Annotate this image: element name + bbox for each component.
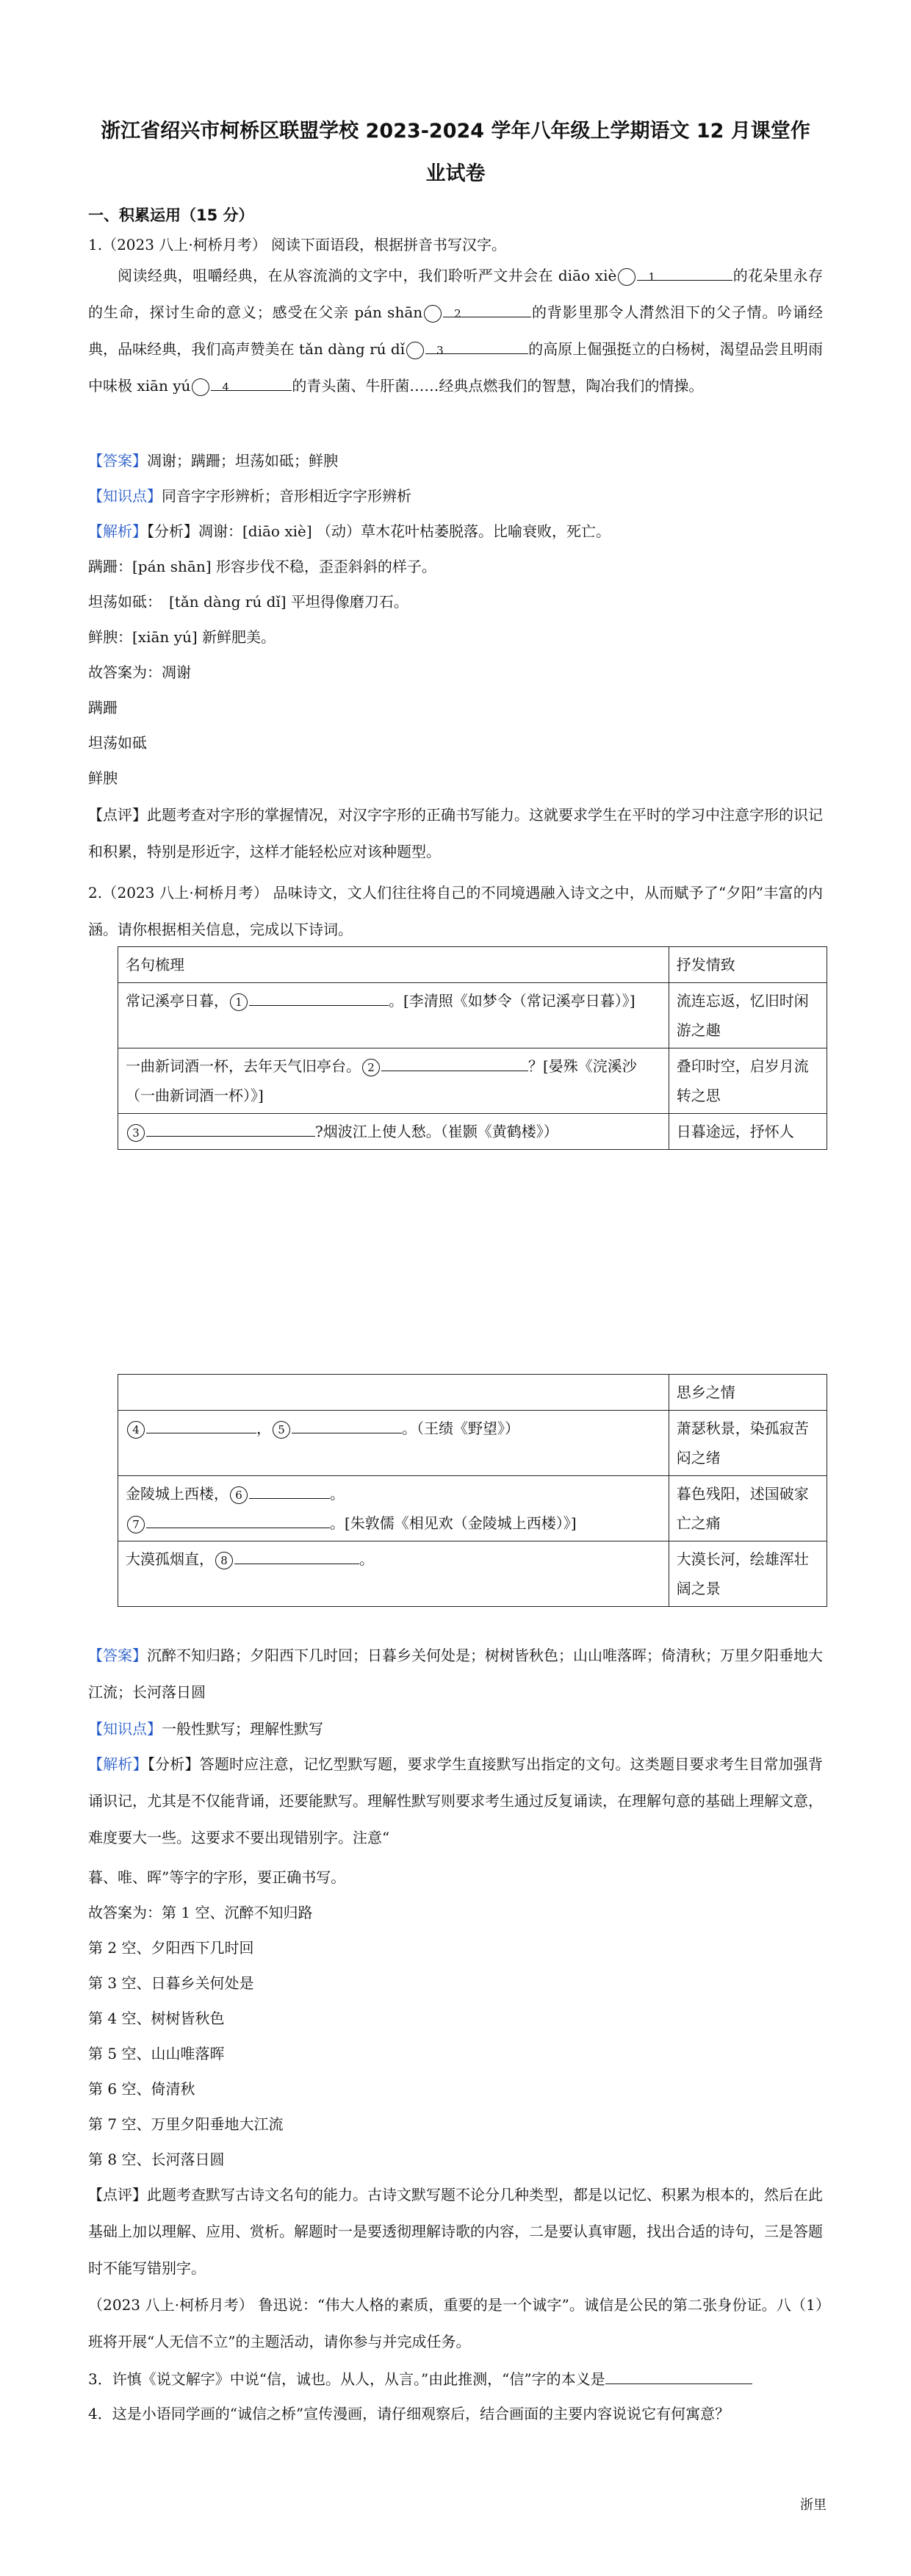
- q2-knowledge-point: [88, 1718, 823, 1740]
- q2-stem: 2.（2023 八上·柯桥月考） 品味诗文，文人们往往将自己的不同境遇融入诗文之中，从而赋予了“夕阳”丰富的内涵。请你根据相关信息，完成以下诗词。: [88, 884, 823, 938]
- table-cell-emotion: 叠印时空，启岁月流转之思: [669, 1048, 827, 1114]
- q1-stem: 1.（2023 八上·柯桥月考） 阅读下面语段，根据拼音书写汉字。: [88, 236, 507, 253]
- blank-number: 3: [127, 1124, 145, 1142]
- table-cell-emotion: 暮色残阳，述国破家亡之痛: [669, 1476, 827, 1541]
- answer-blank[interactable]: [234, 1547, 359, 1564]
- answer-blank-4[interactable]: [211, 374, 292, 391]
- analysis-text: 【分析】答题时应注意，记忆型默写题，要求学生直接默写出指定的文句。这类题目要求考生目常加强背诵识记，尤其是不仅能背诵，还要能默写。理解性默写则要求考生通过反复诵读，在理解句意的基础上理解文意，难度要大一些。这要求不要出现错别字。注意“: [88, 1755, 824, 1846]
- table-cell-poem: 金陵城上西楼， 6 。 7 。[朱敦儒《相见欢（金陵城上西楼）》]: [118, 1476, 669, 1541]
- table-cell-poem: [118, 1375, 669, 1411]
- q1-knowledge-point: [88, 485, 823, 507]
- table-cell-poem: 大漠孤烟直， 8 。: [118, 1541, 669, 1607]
- table-cell-poem: 一曲新词酒一杯，去年天气旧亭台。 2 ？[晏殊《浣溪沙（一曲新词酒一杯）》]: [118, 1048, 669, 1114]
- knowledge-tag: 【知识点】: [88, 487, 162, 505]
- q1-passage-b: 的花朵里永存的生命，探讨生命的意义；感受在父亲 pán shān: [88, 267, 824, 321]
- answer-blank[interactable]: [249, 1482, 330, 1499]
- page-footer: 浙里: [800, 2497, 827, 2513]
- blank-number-2: 2: [424, 305, 442, 323]
- q2-solution-3: 第 3 空、日暮乡关何处是: [88, 1974, 254, 1992]
- table-header-row: [118, 947, 827, 983]
- knowledge-tag: 【知识点】: [88, 1720, 162, 1738]
- blank-number: 6: [230, 1486, 248, 1504]
- q2-comment: 【点评】此题考查默写古诗文名句的能力。古诗文默写题不论分几种类型，都是以记忆、积累为根本的，然后在此基础上加以理解、应用、赏析。解题时一是要透彻理解诗歌的内容，二是要认真审题，找出合适的诗句，三是答题时不能写错别字。: [88, 2186, 823, 2277]
- table-header-emotion: 抒发情致: [669, 947, 827, 983]
- q2-solution-8: 第 8 空、长河落日圆: [88, 2151, 225, 2168]
- blank-number: 2: [362, 1059, 380, 1076]
- q2-solution-6: 第 6 空、倚清秋: [88, 2080, 195, 2098]
- blank-number: 7: [127, 1516, 145, 1533]
- table-row: [118, 1541, 827, 1607]
- blank-number: 4: [127, 1421, 145, 1439]
- q2-analysis-cont: 暮、唯、晖”等字的字形，要正确书写。: [88, 1868, 346, 1886]
- q2-answer: [88, 1637, 823, 1710]
- title-line-1: 浙江省绍兴市柯桥区联盟学校 2023-2024 学年八年级上学期语文 12 月课堂作: [101, 120, 810, 143]
- q1-note-1: 蹒跚：[pán shān] 形容步伐不稳，歪歪斜斜的样子。: [88, 558, 436, 575]
- table-cell-poem: 3 ?烟波江上使人愁。（崔颢《黄鹤楼》）: [118, 1114, 669, 1150]
- q1-note-4: 故答案为：凋谢: [88, 663, 191, 681]
- knowledge-text: 一般性默写；理解性默写: [162, 1720, 323, 1738]
- answer-blank[interactable]: [249, 989, 389, 1006]
- table-row: [118, 983, 827, 1048]
- table-row: [118, 1411, 827, 1476]
- answer-blank-q3[interactable]: [605, 2367, 752, 2384]
- q1-note-5: 蹒跚: [88, 699, 118, 716]
- poem-table-1: [118, 946, 827, 1150]
- q2-solution-7: 第 7 空、万里夕阳垂地大江流: [88, 2115, 284, 2133]
- answer-blank[interactable]: [292, 1417, 402, 1433]
- document-title: [81, 110, 830, 195]
- table-row: [118, 1048, 827, 1114]
- blank-number-3: 3: [406, 342, 424, 359]
- table-cell-emotion: 萧瑟秋景，染孤寂苦闷之绪: [669, 1411, 827, 1476]
- q2-solution-1: 故答案为：第 1 空、沉醉不知归路: [88, 1904, 313, 1921]
- q1-note-3: 鲜腴：[xiān yú] 新鲜肥美。: [88, 628, 276, 646]
- analysis-tag: 【解析】: [88, 522, 147, 540]
- q1-answer: [88, 450, 823, 472]
- q3-intro: （2023 八上·柯桥月考） 鲁迅说：“伟大人格的素质，重要的是一个诚字”。诚信是公民的第二张身份证。八（1）班将开展“人无信不立”的主题活动，请你参与并完成任务。: [88, 2296, 823, 2350]
- answer-blank-2[interactable]: [443, 301, 531, 317]
- q1-passage-d: 的高原上倔强挺立的白杨树，渴望品尝且明雨中味极 xiān yú: [88, 340, 824, 395]
- q3-stem: 3．许慎《说文解字》中说“信，诚也。从人，从言。”由此推测，“信”字的本义是: [88, 2367, 823, 2390]
- q1-passage-e: 的青头菌、牛肝菌……经典点燃我们的智慧，陶冶我们的情操。: [292, 377, 704, 395]
- table-cell-emotion: 思乡之情: [669, 1375, 827, 1411]
- q2-solution-2: 第 2 空、夕阳西下几时回: [88, 1939, 254, 1957]
- q2-solution-5: 第 5 空、山山唯落晖: [88, 2045, 225, 2062]
- q2-solution-4: 第 4 空、树树皆秋色: [88, 2010, 225, 2027]
- answer-blank-1[interactable]: [637, 264, 732, 281]
- answer-text: 沉醉不知归路；夕阳西下几时回；日暮乡关何处是；树树皆秋色；山山唯落晖；倚清秋；万里夕阳垂地大江流；长河落日圆: [88, 1647, 823, 1701]
- answer-tag: 【答案】: [88, 452, 147, 469]
- table-row: [118, 1114, 827, 1150]
- q1-note-7: 鲜腴: [88, 769, 118, 787]
- table-cell-poem: 常记溪亭日暮， 1 。[李清照《如梦令（常记溪亭日暮）》]: [118, 983, 669, 1048]
- answer-blank-3[interactable]: [425, 337, 528, 354]
- poem-table-2: [118, 1374, 827, 1607]
- knowledge-text: 同音字字形辨析；音形相近字字形辨析: [162, 487, 411, 505]
- q1-note-2: 坦荡如砥： [tǎn dàng rú dǐ] 平坦得像磨刀石。: [88, 593, 408, 611]
- blank-number: 1: [230, 993, 248, 1011]
- q1-note-6: 坦荡如砥: [88, 734, 147, 752]
- title-line-2: 业试卷: [425, 162, 486, 185]
- table-header-poems: 名句梳理: [118, 947, 669, 983]
- answer-blank[interactable]: [146, 1120, 315, 1137]
- q1-passage: [88, 257, 823, 404]
- table-row: [118, 1375, 827, 1411]
- analysis-tag: 【解析】: [88, 1755, 148, 1773]
- q1-comment: 【点评】此题考查对字形的掌握情况，对汉字字形的正确书写能力。这就要求学生在平时的学习中注意字形的识记和积累，特别是形近字，这样才能轻松应对该种题型。: [88, 806, 823, 860]
- answer-text: 凋谢；蹒跚；坦荡如砥；鲜腴: [147, 452, 338, 469]
- q1-passage-c: 的背影里那令人潸然泪下的父子情。吟诵经典，品味经典，我们高声赞美在 tǎn dàng rú dǐ: [88, 303, 823, 358]
- answer-blank[interactable]: [146, 1417, 256, 1433]
- answer-blank[interactable]: [146, 1511, 330, 1528]
- table-cell-emotion: 大漠长河，绘雄浑壮阔之景: [669, 1541, 827, 1607]
- analysis-text: 【分析】凋谢：[diāo xiè] （动）草木花叶枯萎脱落。比喻衰败，死亡。: [147, 522, 611, 540]
- table-cell-emotion: 流连忘返，忆旧时闲游之趣: [669, 983, 827, 1048]
- table-cell-poem: 4 ， 5 。（王绩《野望》）: [118, 1411, 669, 1476]
- q4-stem: 4．这是小语同学画的“诚信之桥”宣传漫画，请仔细观察后，结合画面的主要内容说说它有何寓意？: [88, 2405, 730, 2422]
- blank-number-4: 4: [192, 378, 209, 396]
- table-row: [118, 1476, 827, 1541]
- blank-number: 5: [273, 1421, 290, 1439]
- answer-tag: 【答案】: [88, 1647, 147, 1664]
- blank-number-1: 1: [618, 268, 635, 286]
- answer-blank[interactable]: [381, 1054, 528, 1071]
- q1-analysis: [88, 520, 823, 542]
- q1-passage-a: 阅读经典，咀嚼经典，在从容流淌的文字中，我们聆听严文井会在 diāo xiè: [118, 267, 617, 284]
- blank-number: 8: [215, 1552, 233, 1569]
- q2-analysis: [88, 1746, 823, 1856]
- section-heading: 一、积累运用（15 分）: [88, 206, 254, 224]
- table-cell-emotion: 日暮途远，抒怀人: [669, 1114, 827, 1150]
